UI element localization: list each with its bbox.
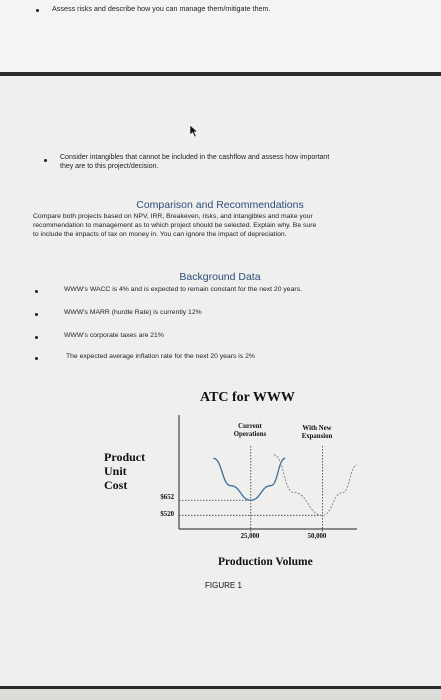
annotation-line: Operations (233, 431, 267, 438)
marr-item: WWW's MARR (hurdle Rate) is currently 12% (64, 309, 202, 316)
comparison-line-3: to include the impacts of tax on money in. You can ignore the impact of depreciation. (33, 231, 287, 238)
y-tick-label: $652 (160, 494, 174, 501)
y-label-line: Cost (104, 478, 128, 492)
risk-bullet-text: Assess risks and describe how you can manage them/mitigate them. (52, 4, 271, 13)
background-heading: Background Data (179, 271, 261, 283)
chart-x-axis-label: Production Volume (218, 556, 313, 568)
comparison-line-2: recommendation to management as to which project should be selected. Explain why. Be sure (33, 222, 317, 229)
annotation-line: With New (302, 425, 332, 432)
tax-item: WWW's corporate taxes are 21% (64, 332, 164, 339)
annotation-line: Expansion (301, 433, 333, 440)
atc-curve-expansion (274, 455, 357, 515)
y-tick-label: $520 (160, 511, 174, 518)
intangibles-line-2: they are to this project/decision. (60, 163, 159, 170)
wacc-item: WWW's WACC is 4% and is expected to remain constant for the next 20 years. (64, 286, 302, 293)
chart-title: ATC for WWW (200, 390, 295, 405)
inflation-item: The expected average inflation rate for the next 20 years is 2% (66, 353, 255, 360)
comparison-heading: Comparison and Recommendations (136, 199, 304, 211)
annotation-line: Current (238, 423, 262, 430)
comparison-line-1: Compare both projects based on NPV, IRR, Breakeven, risks, and intangibles and make your (33, 213, 313, 220)
x-tick-label: 25,000 (240, 533, 260, 540)
atc-curve-current (213, 458, 285, 500)
intangibles-line-1: Consider intangibles that cannot be included in the cashflow and assess how important (60, 154, 330, 161)
figure-label: FIGURE 1 (205, 581, 242, 590)
x-tick-label: 50,000 (307, 533, 327, 540)
y-label-line: Product (104, 450, 146, 464)
y-label-line: Unit (104, 464, 127, 478)
